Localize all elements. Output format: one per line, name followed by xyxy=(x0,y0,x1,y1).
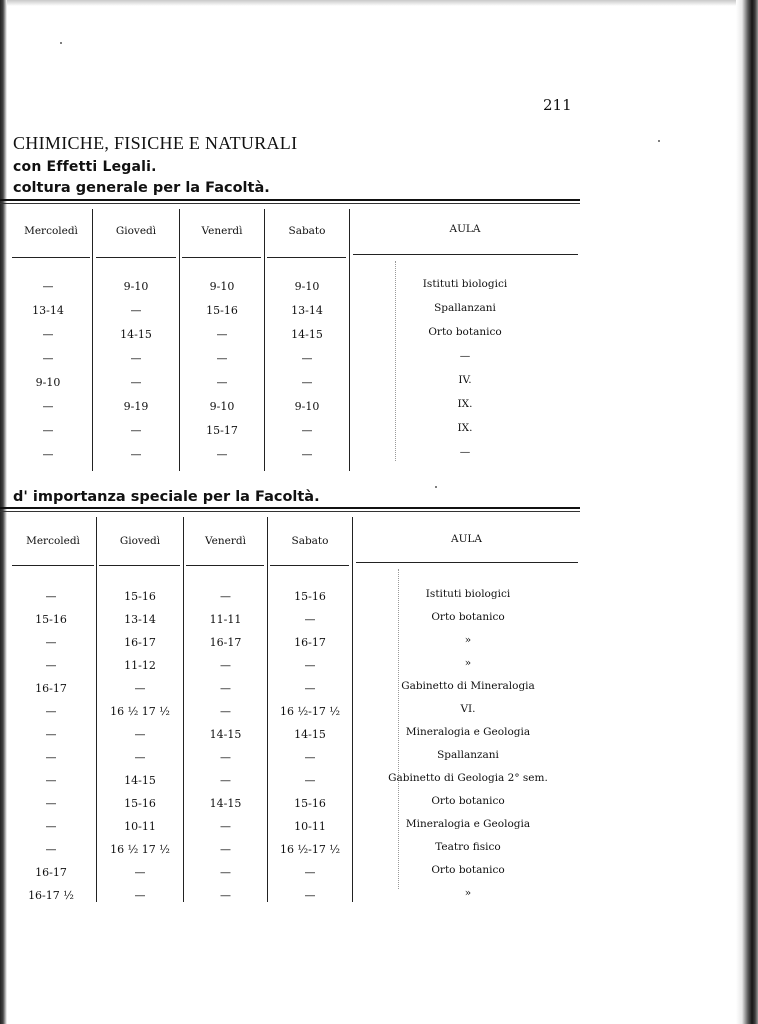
cell-aula: » xyxy=(464,887,472,899)
header-aula: AULA xyxy=(451,533,482,545)
paper-speck xyxy=(60,42,62,44)
cell-aula: VI. xyxy=(460,703,476,715)
cell-ven: — xyxy=(216,448,228,461)
cell-gio: 9-19 xyxy=(123,400,149,413)
cell-gio: — xyxy=(134,889,146,902)
cell-mer: — xyxy=(45,774,57,787)
cell-sab: 16 ½-17 ½ xyxy=(279,843,341,856)
table-top-rule xyxy=(0,507,580,509)
header-mercoledi: Mercoledì xyxy=(26,535,80,547)
cell-mer: — xyxy=(42,448,54,461)
cell-gio: — xyxy=(130,448,142,461)
cell-ven: — xyxy=(220,705,231,718)
cell-gio: 14-15 xyxy=(124,774,156,787)
cell-sab: 9-10 xyxy=(294,400,320,413)
cell-gio: — xyxy=(134,682,146,695)
cell-mer: — xyxy=(45,728,57,741)
cell-ven: 14-15 xyxy=(209,797,242,810)
cell-aula: » xyxy=(464,657,472,669)
cell-sab: 15-16 xyxy=(294,590,326,603)
cell-sab: — xyxy=(304,751,316,764)
cell-sab: — xyxy=(304,682,316,695)
table-top-rule xyxy=(0,199,580,201)
cell-aula: Orto botanico xyxy=(428,326,502,338)
cell-gio: 16 ½ 17 ½ xyxy=(110,843,170,856)
cell-ven: — xyxy=(220,590,231,603)
cell-mer: — xyxy=(45,751,57,764)
cell-ven: — xyxy=(220,889,231,902)
header-venerdi: Venerdì xyxy=(205,535,246,547)
cell-aula: — xyxy=(459,446,471,458)
cell-gio: 13-14 xyxy=(124,613,156,626)
section-1-heading: coltura generale per la Facoltà. xyxy=(13,180,270,196)
page-top-shadow xyxy=(0,0,758,6)
header-aula: AULA xyxy=(449,223,481,235)
cell-mer: 16-17 xyxy=(35,866,67,879)
cell-ven: 9-10 xyxy=(209,400,235,413)
cell-ven: 11-11 xyxy=(209,613,242,626)
cell-aula: IX. xyxy=(457,398,473,410)
cell-mer: 13-14 xyxy=(32,304,64,317)
cell-ven: 14-15 xyxy=(209,728,242,741)
cell-ven: 16-17 xyxy=(209,636,242,649)
schedule-table-general xyxy=(0,199,580,471)
page-title: CHIMICHE, FISICHE E NATURALI xyxy=(13,133,298,153)
header-underline xyxy=(267,257,346,258)
paper-speck xyxy=(435,486,437,488)
cell-aula: IV. xyxy=(458,374,472,386)
cell-ven: — xyxy=(220,659,231,672)
cell-sab: 14-15 xyxy=(294,728,326,741)
paper-speck xyxy=(658,140,660,142)
cell-gio: 11-12 xyxy=(124,659,156,672)
cell-sab: 15-16 xyxy=(294,797,326,810)
cell-aula: Mineralogia e Geologia xyxy=(405,818,531,830)
cell-aula: — xyxy=(459,350,471,362)
cell-mer: — xyxy=(45,659,57,672)
cell-mer: — xyxy=(42,328,54,341)
cell-gio: — xyxy=(130,304,142,317)
cell-gio: — xyxy=(130,352,142,365)
cell-gio: — xyxy=(134,866,146,879)
cell-mer: 16-17 xyxy=(35,682,67,695)
cell-ven: — xyxy=(220,820,231,833)
table-top-rule-thin xyxy=(0,203,580,204)
cell-sab: — xyxy=(301,352,313,365)
cell-sab: — xyxy=(304,613,316,626)
header-underline xyxy=(99,565,180,566)
cell-mer: — xyxy=(42,352,54,365)
cell-sab: — xyxy=(301,376,313,389)
cell-mer: — xyxy=(42,400,54,413)
cell-sab: 16-17 xyxy=(294,636,326,649)
cell-gio: 10-11 xyxy=(124,820,156,833)
cell-mer: — xyxy=(45,590,57,603)
table-top-rule-thin xyxy=(0,511,580,512)
header-underline xyxy=(182,257,261,258)
cell-sab: 14-15 xyxy=(291,328,323,341)
cell-ven: — xyxy=(220,774,231,787)
cell-ven: — xyxy=(216,328,228,341)
cell-aula: » xyxy=(464,634,472,646)
cell-aula: Orto botanico xyxy=(431,795,505,807)
page-binding-edge xyxy=(736,0,758,1024)
cell-ven: — xyxy=(220,682,231,695)
cell-sab: — xyxy=(304,889,316,902)
cell-gio: — xyxy=(134,728,146,741)
cell-gio: 9-10 xyxy=(123,280,149,293)
header-giovedi: Giovedì xyxy=(115,225,157,237)
header-underline xyxy=(12,257,90,258)
cell-gio: 15-16 xyxy=(124,797,156,810)
cell-ven: — xyxy=(220,751,231,764)
schedule-table-special xyxy=(0,507,580,902)
cell-gio: 16 ½ 17 ½ xyxy=(110,705,170,718)
cell-ven: — xyxy=(216,352,228,365)
cell-mer: — xyxy=(42,424,54,437)
cell-sab: — xyxy=(304,659,316,672)
cell-gio: 16-17 xyxy=(124,636,156,649)
cell-gio: 15-16 xyxy=(124,590,156,603)
cell-aula: Teatro fisico xyxy=(435,841,501,853)
header-sabato: Sabato xyxy=(288,225,326,237)
cell-ven: 15-16 xyxy=(206,304,238,317)
page-subtitle: con Effetti Legali. xyxy=(13,159,157,175)
header-underline xyxy=(12,565,94,566)
section-2-heading: d' importanza speciale per la Facoltà. xyxy=(13,489,320,505)
cell-aula: Spallanzani xyxy=(437,749,499,761)
cell-gio: — xyxy=(134,751,146,764)
cell-sab: 16 ½-17 ½ xyxy=(279,705,341,718)
header-giovedi: Giovedì xyxy=(119,535,161,547)
cell-mer: — xyxy=(45,843,57,856)
cell-aula: Orto botanico xyxy=(431,864,505,876)
cell-sab: — xyxy=(301,448,313,461)
cell-aula: Gabinetto di Geologia 2° sem. xyxy=(388,772,548,784)
cell-mer: — xyxy=(45,705,57,718)
cell-gio: — xyxy=(130,376,142,389)
cell-sab: 10-11 xyxy=(294,820,326,833)
header-underline xyxy=(356,562,578,563)
cell-sab: — xyxy=(304,866,316,879)
cell-mer: — xyxy=(45,820,57,833)
header-underline xyxy=(96,257,176,258)
cell-sab: 9-10 xyxy=(294,280,320,293)
page-number: 211 xyxy=(543,96,572,114)
cell-aula: Istituti biologici xyxy=(422,278,508,290)
cell-sab: — xyxy=(304,774,316,787)
cell-sab: 13-14 xyxy=(291,304,323,317)
cell-mer: 16-17 ½ xyxy=(28,889,74,902)
cell-ven: 9-10 xyxy=(209,280,235,293)
header-venerdi: Venerdì xyxy=(201,225,243,237)
header-underline xyxy=(353,254,578,255)
cell-gio: 14-15 xyxy=(120,328,152,341)
cell-aula: Istituti biologici xyxy=(425,588,511,600)
cell-aula: Spallanzani xyxy=(434,302,496,314)
cell-mer: — xyxy=(45,636,57,649)
cell-gio: — xyxy=(130,424,142,437)
cell-mer: — xyxy=(45,797,57,810)
header-underline xyxy=(186,565,264,566)
cell-ven: — xyxy=(220,866,231,879)
cell-sab: — xyxy=(301,424,313,437)
cell-aula: Gabinetto di Mineralogia xyxy=(401,680,535,692)
header-underline xyxy=(270,565,349,566)
cell-aula: Mineralogia e Geologia xyxy=(405,726,531,738)
header-sabato: Sabato xyxy=(291,535,329,547)
cell-aula: IX. xyxy=(457,422,473,434)
cell-ven: 15-17 xyxy=(206,424,238,437)
cell-ven: — xyxy=(220,843,231,856)
cell-mer: — xyxy=(42,280,54,293)
cell-aula: Orto botanico xyxy=(431,611,505,623)
cell-ven: — xyxy=(216,376,228,389)
cell-mer: 15-16 xyxy=(35,613,67,626)
header-mercoledi: Mercoledì xyxy=(24,225,78,237)
cell-mer: 9-10 xyxy=(35,376,61,389)
